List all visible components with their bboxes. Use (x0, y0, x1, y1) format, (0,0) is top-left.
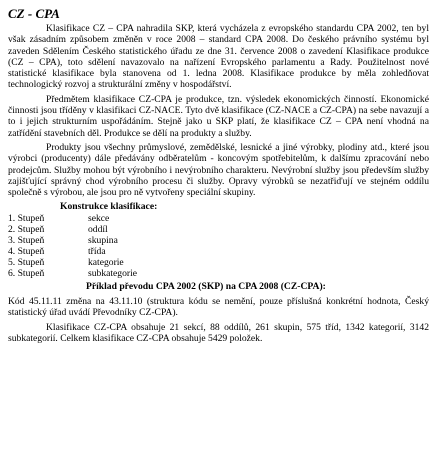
paragraph-summary: Klasifikace CZ-CPA obsahuje 21 sekcí, 88 oddílů, 261 skupin, 575 tříd, 1342 kategorií, 3142 subkategorií. Celkem klasifikace CZ-CPA obsahuje 5429 položek. (8, 321, 429, 344)
priklad-heading: Příklad převodu CPA 2002 (SKP) na CPA 2008 (CZ-CPA): (86, 280, 326, 292)
list-item (8, 246, 429, 257)
paragraph-code-example: Kód 45.11.11 změna na 43.11.10 (struktura kódu se nemění, pouze příslušná konkrétní hodnota, Český statistický úřad uvádí Převodníky CZ-CPA). (8, 296, 429, 319)
list-item (8, 224, 429, 235)
list-item (8, 257, 429, 268)
level-label: 2. Stupeň (8, 223, 45, 235)
level-label: 5. Stupeň (8, 256, 45, 268)
konstrukce-list (8, 213, 429, 279)
level-label: 1. Stupeň (8, 212, 45, 224)
level-label: 3. Stupeň (8, 234, 45, 246)
list-item (8, 213, 429, 224)
level-name: kategorie (88, 256, 124, 268)
level-name: sekce (88, 212, 110, 224)
level-name: subkategorie (88, 267, 138, 279)
level-label: 6. Stupeň (8, 267, 45, 279)
list-item (8, 268, 429, 279)
document-title: CZ - CPA (8, 6, 60, 21)
list-item (8, 235, 429, 246)
paragraph-products: Produkty jsou všechny průmyslové, zemědělské, lesnické a jiné výrobky, plodiny atd., které jsou výrobci (producenty) dále předávány odběratelům - koncovým spotřebitelům, k dalšímu zpracování nebo prodejcům. Služby mohou být výrobního i nevýrobního charakteru. Nevýrobní služby jsou především služby zajišťující správný chod výrobního procesu či služby. Opravy výrobků se nezatřiďují ve stejném oddílu společně s výrobou, ale jsou pro ně vytvořeny speciální skupiny. (8, 141, 429, 199)
paragraph-subject: Předmětem klasifikace CZ-CPA je produkce, tzn. výsledek ekonomických činností. Ekonomické činnosti jsou tříděny v klasifikaci CZ-NACE. Tyto dvě klasifikace (CZ-NACE a CZ-CPA) na sebe navazují a to i jejich strukturním uspořádáním. Stejně jako u SKP platí, že klasifikace CZ – CPA není vhodná na zatřídění stavebních děl. Produkce se dělí na produkty a služby. (8, 93, 429, 139)
level-name: třída (88, 245, 106, 257)
level-name: skupina (88, 234, 118, 246)
konstrukce-heading: Konstrukce klasifikace: (60, 201, 158, 213)
level-label: 4. Stupeň (8, 245, 45, 257)
paragraph-intro: Klasifikace CZ – CPA nahradila SKP, která vycházela z evropského standardu CPA 2002, ten byl však zásadním způsobem změněn v roce 2008 – standard CPA 2008. Do českého právního systému byl zaveden Sdělením Českého statistického úřadu ze dne 31. července 2008 o zavedení Klasifikace produkce (CZ – CPA), toto sdělení navazovalo na nařízení Evropského parlamentu a Rady. Použitelnost nové statistické klasifikace byla stanovena od 1. ledna 2008. Klasifikace produkce by měla zohledňovat technologický rozvoj a strukturální změny v hospodářství. (8, 23, 429, 91)
level-name: oddíl (88, 223, 108, 235)
